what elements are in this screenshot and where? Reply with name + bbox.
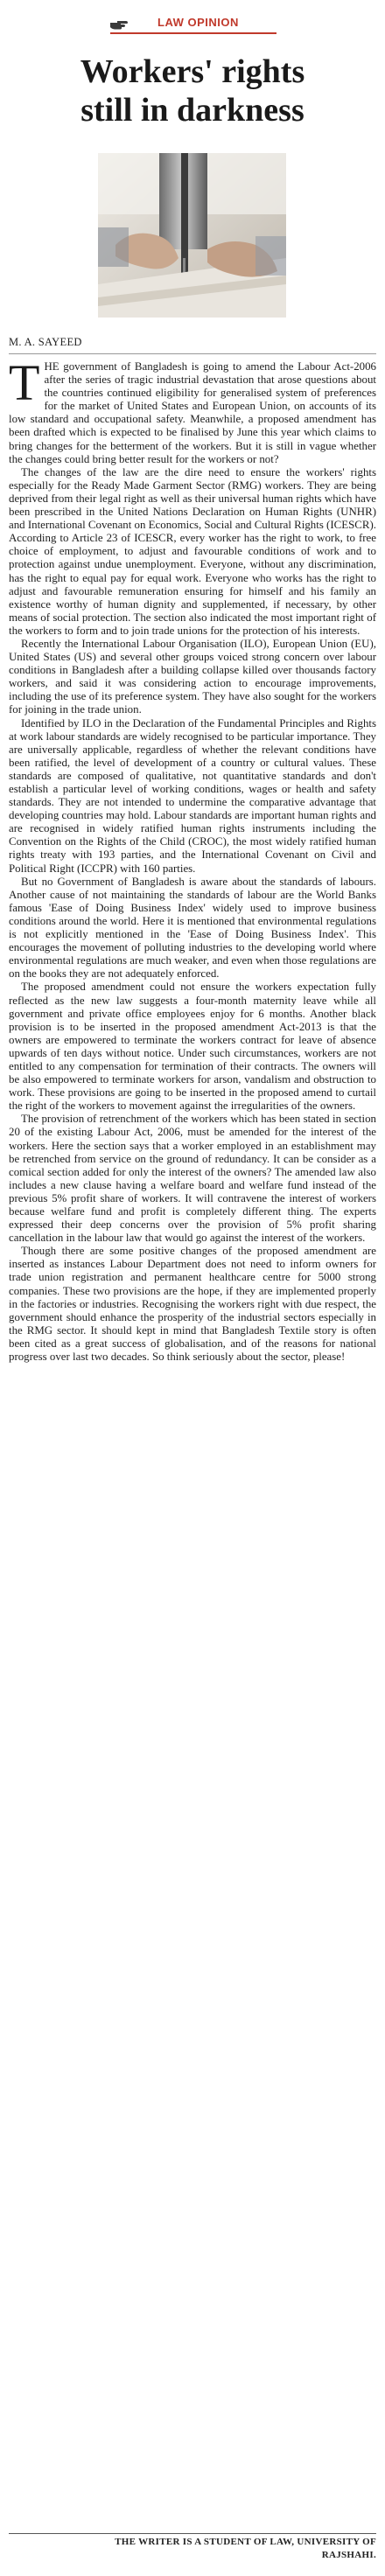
footer-divider [9,2533,376,2534]
paragraph-4: Identified by ILO in the Declaration of the Fundamental Principles and Rights at work labour standards are widely recognised to be particular importance. They are universally applicable, regardless of whether the relevant conditions have been ratified, the level of development of a country or cultural values. These standards are composed of qualitative, not quantitative standards and don't establish a particular level of working conditions, wages or health and safety standards. They are not intended to undermine the comparative advantage that developing countries may hold. Labour standards are important human rights and are recognised in widely ratified human rights instruments including the Convention on the Rights of the Child (CROC), the most widely ratified human rights treaty with 193 parties, and the International Covenant on Civil and Political Right (ICCPR) with 160 parties. [9,716,376,875]
headline-line-2: still in darkness [80,92,304,129]
paragraph-8: Though there are some positive changes of the proposed amendment are inserted as instances Labour Department does not need to inform owners for trade union registration and permanent healthcare centre for 5000 strong companies. These two provisions are the hope, if they are implemented properly in the factories or industries. Recognising the workers right with due respect, the government should enhance the prosperity of the industrial sectors especially in the RMG sector. It should kept in mind that Bangladesh Textile story is often been cited as a great success of globalisation, and of the reasons for national progress over last two decades. So think seriously about the sector, please! [9,1245,376,1364]
paragraph-3: Recently the International Labour Organisation (ILO), European Union (EU), United States (US) and several other groups voiced strong concern over labour conditions in Bangladesh after a building collapse killed over thousands factory workers, and said it was considering action to encourage improvements, including the use of its preference system. They have also sought for the workers for joining in the trade union. [9,637,376,716]
article-body [9,354,376,1364]
headline-line-1: Workers' rights [80,53,305,90]
author-note-line-2: RAJSHAHI. [321,2550,376,2560]
section-label: LAW OPINION [158,16,239,29]
paragraph-5: But no Government of Bangladesh is aware about the standards of labours. Another cause of not maintaining the standards of labour are the World Banks famous 'Ease of Doing Business Index' widely used to improve business conditions around the world. Here it is mentioned that environmental regulations is not explicitly mentioned in the 'Ease of Doing Business Index'. This encourages the movement of polluting industries to the developing world where environmental regulations are much weaker, and even when those regulations are on the books they are not adequately enforced. [9,875,376,981]
headline [18,52,368,129]
paragraph-1: THE government of Bangladesh is going to amend the Labour Act-2006 after the series of tragic industrial devastation that arose questions about the countries continued eligibility for generalised system of preferences for the market of United States and European Union, on accounts of its low standard and occupational safety. Meanwhile, a proposed amendment has been drafted which is expected to be finalised by June this year which claims to bring changes for the betterment of the workers. But it is still in vague whether the changes could bring better result for the workers or not? [9,354,376,465]
byline-divider [9,353,376,354]
byline: M. A. SAYEED [9,336,82,348]
paragraph-6: The proposed amendment could not ensure the workers expectation fully reflected as the new law suggests a four-month maternity leave while all government and private office employees enjoy for 6 months. Another black provision is to be inserted in the proposed amendment Act-2013 is that the owners are empowered to terminate the workers contract for leave of absence upwards of ten days without notice. Under such circumstances, workers are not entitled to any compensation for termination of their contracts. The owners will be also empowered to terminate workers for arson, vandalism and obstruction to work. These provisions are going to be inserted in the proposed amend to curtail the right of the workers to movement against the irregularities of the owners. [9,981,376,1113]
garment-worker-sewing-photo [98,153,286,318]
pointing-hand-icon [109,17,129,31]
paragraph-2: The changes of the law are the dire need to ensure the workers' rights especially for the Ready Made Garment Sector (RMG) workers. They are being deprived from their legal right as well as their universal human rights which have been prescribed in the United Nations Declaration on Human Rights (UNHR) and International Covenant on Economics, Social and Cultural Rights (ICESCR). According to Article 23 of ICESCR, every worker has the right to work, to free choice of employment, to adjust and favourable conditions of work and to protection against undue unemployment. Everyone, without any discrimination, has the right to equal pay for equal work. Everyone who works has the right to adjust and favourable remuneration ensuring for himself and his family an existence worthy of human dignity and supplemented, if necessary, by other means of social protection. The section also indicated the most important right of the workers to form and to join trade unions for the protection of his interests. [9,465,376,637]
section-underline [110,32,276,34]
author-note [9,2536,376,2562]
sewing-machine-illustration [98,153,286,318]
author-note-line-1: THE WRITER IS A STUDENT OF LAW, UNIVERSITY OF [115,2537,376,2547]
drop-cap: T [9,354,40,411]
paragraph-7: The provision of retrenchment of the workers which has been stated in section 20 of the existing Labour Act, 2006, must be amended for the interest of the workers. Here the section says that a worker employed in an establishment may be retrenched from service on the ground of redundancy. It can be consider as a comical section added for only the interest of the owners? The amended law also includes a new clause having a welfare board and welfare fund instead of the previous 5% profit share of workers. It will contravene the interest of workers because welfare fund and profit is completely different thing. The experts expressed their deep concerns over the provision of 5% profit sharing cancellation in the labour law that would go against the interest of the workers. [9,1113,376,1245]
